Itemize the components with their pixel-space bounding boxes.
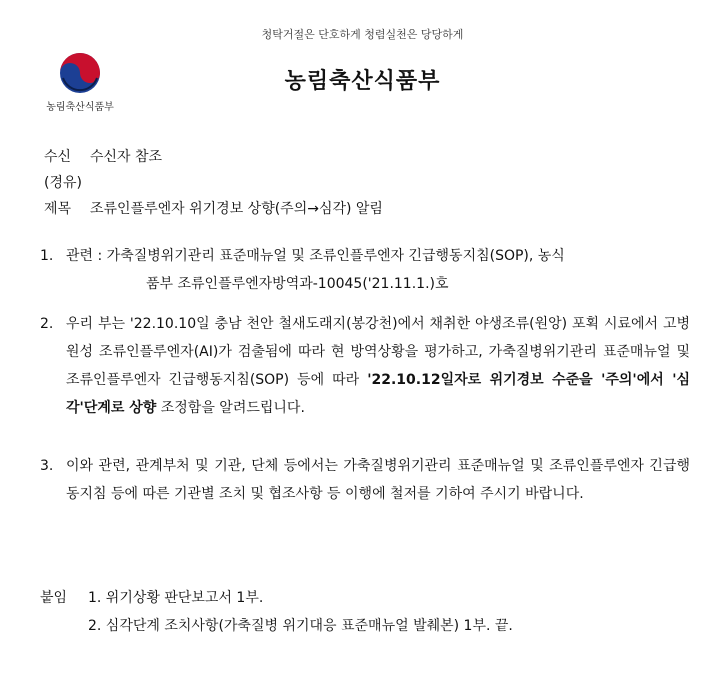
paragraph-2 [40, 310, 690, 422]
subject-label: 제목 [44, 201, 72, 217]
header-slogan: 청탁거절은 단호하게 청렴실천은 당당하게 [261, 28, 464, 41]
attachment-item-2: 2. 심각단계 조치사항(가축질병 위기대응 표준매뉴얼 발췌본) 1부. 끝. [88, 618, 513, 634]
paragraph-3 [40, 452, 690, 508]
paragraph-1-number: 1. [40, 248, 54, 264]
paragraph-3-text: 이와 관련, 관계부처 및 기관, 단체 등에서는 가축질병위기관리 표준매뉴얼 및 조류인플루엔자 긴급행동지침 등에 따른 기관별 조치 및 협조사항 등 이행에 철저를 기하여 주시기 바랍니다. [66, 458, 690, 502]
attachments-label: 붙임 [40, 590, 68, 606]
paragraph-2-number: 2. [40, 316, 54, 332]
paragraph-1 [40, 242, 690, 298]
ministry-title: 농림축산식품부 [284, 69, 441, 94]
paragraph-1-line-1: 관련 : 가축질병위기관리 표준매뉴얼 및 조류인플루엔자 긴급행동지침(SOP), 농식 [66, 248, 565, 264]
attachments [40, 584, 513, 640]
subject-value: 조류인플루엔자 위기경보 상향(주의→심각) 알림 [90, 201, 383, 217]
attachment-item-1: 1. 위기상황 판단보고서 1부. [88, 590, 264, 606]
paragraph-3-number: 3. [40, 458, 54, 474]
paragraph-2-text: 우리 부는 '22.10.10일 충남 천안 철새도래지(봉강천)에서 채취한 야생조류(원앙) 포획 시료에서 고병원성 조류인플루엔자(AI)가 검출됨에 따라 현 방역상황을 평가하고, 가축질병위기관리 표준매뉴얼 및 조류인플루엔자 긴급행동지침(SOP) 등에 따라 [66, 316, 690, 388]
subject-line [44, 198, 383, 218]
paragraph-2-emphasis: '22.10.12일자로 위기경보 수준을 '주의'에서 '심각'단계로 상향 [66, 372, 690, 416]
paragraph-2-text-end: 조정함을 알려드립니다. [156, 400, 305, 416]
logo-ministry-name: 농림축산식품부 [46, 102, 114, 113]
recipient-line [44, 146, 162, 166]
via-line: (경유) [44, 175, 82, 191]
paragraph-1-line-2: 품부 조류인플루엔자방역과-10045('21.11.1.)호 [146, 276, 449, 292]
recipient-label: 수신 [44, 149, 72, 165]
recipient-value: 수신자 참조 [90, 149, 163, 165]
